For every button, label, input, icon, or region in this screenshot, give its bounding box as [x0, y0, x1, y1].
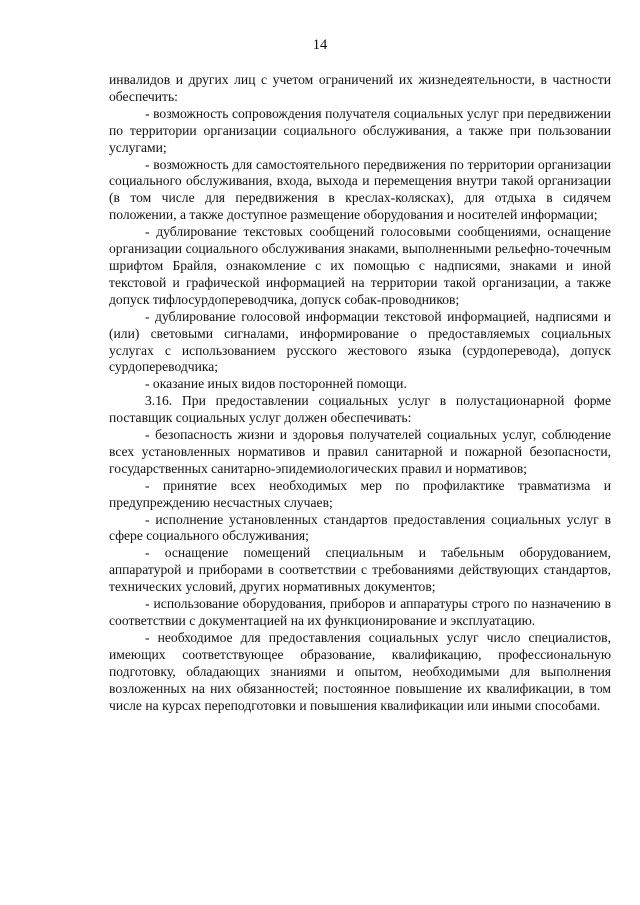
list-item: - необходимое для предоставления социальных услуг число специалистов, имеющих соответствующее образование, квалификацию, профессиональную подготовку, обладающих знаниями и опытом, необходимыми для выполнения возложенных на них обязанностей; постоянное повышение их квалификации, в том числе на курсах переподготовки и повышения квалификации или иными способами. — [109, 629, 611, 713]
list-item: - безопасность жизни и здоровья получателей социальных услуг, соблюдение всех установленных нормативов и правил санитарной и пожарной безопасности, государственных санитарно-эпидемиологических правил и нормативов; — [109, 427, 611, 476]
list-item: - возможность для самостоятельного передвижения по территории организации социального обслуживания, входа, выхода и перемещения внутри такой организации (в том числе для передвижения в креслах-колясках), для отдыха в сидячем положении, а также доступное размещение оборудования и носителей информации; — [109, 156, 611, 223]
list-item: - оказание иных видов посторонней помощи. — [145, 376, 407, 392]
list-item: - возможность сопровождения получателя социальных услуг при передвижении по территории организации социального обслуживания, а также при пользовании услугами; — [109, 105, 611, 155]
list-item: - использование оборудования, приборов и аппаратуры строго по назначению в соответствии с документацией на их функционирование и эксплуатацию. — [109, 596, 611, 628]
list-item: - дублирование голосовой информации текстовой информацией, надписями и (или) световыми сигналами, информирование о предоставляемых социальных услугах с использованием русского жестового языка (сурдоперевода), допуск сурдопереводчика; — [109, 308, 611, 375]
list-item: - принятие всех необходимых мер по профилактике травматизма и предупреждению несчастных случаев; — [109, 477, 611, 510]
list-item: - оснащение помещений специальным и табельным оборудованием, аппаратурой и приборами в соответствии с требованиями действующих стандартов, технических условий, других нормативных документов; — [109, 545, 611, 595]
page-number: 14 — [312, 37, 328, 53]
list-item: - исполнение установленных стандартов предоставления социальных услуг в сфере социального обслуживания; — [109, 511, 611, 544]
document-body — [109, 72, 611, 714]
paragraph: инвалидов и других лиц с учетом ограничений их жизнедеятельности, в частности обеспечить: — [109, 72, 611, 104]
list-item: - дублирование текстовых сообщений голосовыми сообщениями, оснащение организации социального обслуживания знаками, выполненными рельефно-точечным шрифтом Брайля, ознакомление с их помощью с надписями, знаками и иной текстовой и графической информацией на территории такой организации, а также допуск тифлосурдопереводчика, допуск собак-проводников; — [109, 224, 611, 307]
section-paragraph: 3.16. При предоставлении социальных услуг в полустационарной форме поставщик социальных услуг должен обеспечивать: — [109, 393, 611, 426]
